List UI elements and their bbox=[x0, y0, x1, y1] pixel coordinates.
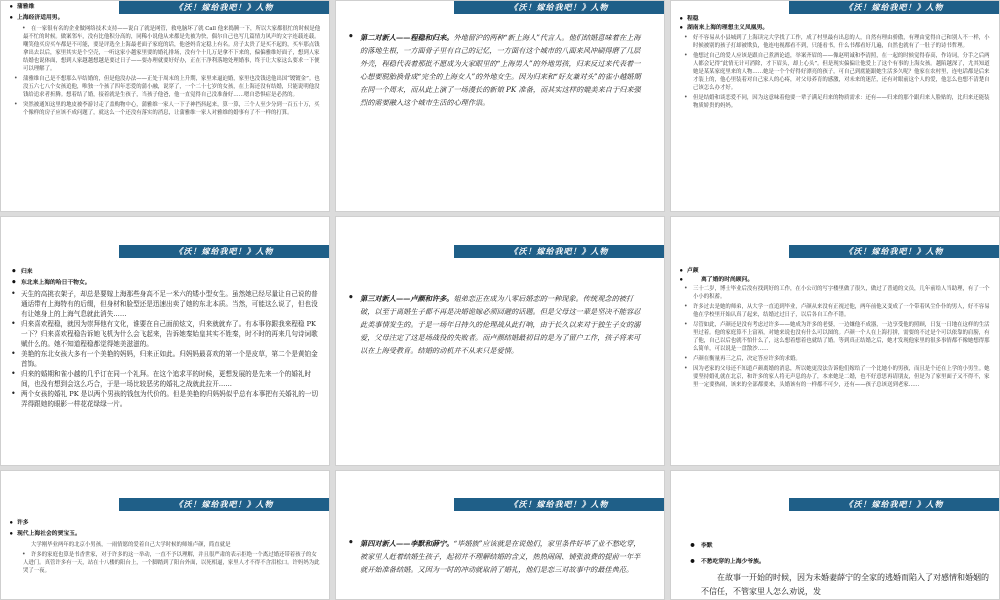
slide-card[interactable] bbox=[0, 470, 330, 600]
couple-heading: 第三对新人——卢颜和许多。 bbox=[360, 294, 454, 303]
slide-banner: 《沃！嫁给我吧！》人物 bbox=[789, 1, 999, 14]
couple-heading: 第四对新人——李默和薛宁。 bbox=[360, 539, 454, 548]
slide-card[interactable] bbox=[335, 0, 665, 212]
paragraph: • 他想过自己的爱人应该是跟自己煮酒论道，举案齐眉的——像赵明诚和李清照，在一起的时候觉得春高，作诗词，分手之后两人都会记得“此情无计可消除，才下眉头，却上心头”。但是现实偏偏让他爱上了这个有事的上海女孩。越陷越深了，尤其知道她是某某家庭里来的人物……她是一个个好得好漂亮的孩子，可自己到底能跟她生活多久呢？他家在农村里，连电话都是后来才装上的，他心里装着对自己家人的心疼，对父母养育的感激，对未来的迷茫，还有对眼前这个人的爱，他怎么也想不清楚自己该怎么办才好。 bbox=[677, 52, 991, 92]
couple-text: 姐弟恋正在成为八零后婚恋的一种现象。传统观念的被打破，以至于离婚生子都不再是决婚诡嫁必须回避的话题。但是父母这一辈是坚决不能容忍此类事情发生的。于是一场年日持久的伦理战从此打响，由于长久以来对于独生子女的溺爱，父母注定了这是场战役的失败者。而卢颜结婚最初目的是为了留户工作，孩子将来可以在上海受教育。结婚的动机并不从来只是爱情。 bbox=[360, 294, 641, 355]
slide-content bbox=[1, 519, 329, 599]
slide-content bbox=[1, 267, 329, 465]
couple-text: “毕婚族”应该就是在说他们，家里条件好毕了业不愁吃穿，被家里人赶着结婚生孩子，起初并不理解结婚的含义，热热闹闹、铺张浪费的提前一年半就开始准备结婚。又因为一时的冲动就取消了婚礼，他们是恋三对故事中的最佳典范。 bbox=[360, 539, 641, 574]
slide-banner: 《沃！嫁给我吧！》人物 bbox=[119, 1, 329, 14]
slide-banner: 《沃！嫁给我吧！》人物 bbox=[454, 245, 664, 258]
slide-content bbox=[671, 267, 999, 465]
paragraph: 在故事一开始的时候，因为未婚妻薛宁的全家的逃婚而陷入了对感情和婚姻的不信任，不管家里人怎么劝说，发 bbox=[701, 573, 989, 596]
slide-banner: 《沃！嫁给我吧！》人物 bbox=[789, 498, 999, 511]
slide-banner: 《沃！嫁给我吧！》人物 bbox=[119, 245, 329, 258]
paragraph: • 许多的家庭也算是书香世家，对于许多的这一举动，一直不予以理解，并且很严肃的表示拒绝一个离过婚还带着孩子的女人进门。真管许多有一天，站在十八楼的阳台上，一个脚踏到了阳台外面，以死相逼，家里人才不得不含泪松口。许妈妈为此哭了一夜。 bbox=[7, 551, 321, 575]
slide-banner: 《沃！嫁给我吧！》人物 bbox=[454, 1, 664, 14]
paragraph: • 天生的高挑衣架子，却总是要嫁上海那些身高不足一米六的矮小型女生。虽然她已经尽量让自己说的普通话带有上海特有的后缀，但身材和脸型还是迅速出卖了她的东北本质。当然，可能这么说了，但也没有让她身上的上海气息就此消失…… bbox=[7, 289, 321, 319]
slide-card[interactable] bbox=[670, 216, 1000, 466]
couple-heading: 第二对新人——程稳和归来。 bbox=[360, 33, 454, 42]
character-subtitle: • 东北来上海的哈日干物女。 bbox=[7, 278, 321, 288]
paragraph: • 但是结婚和谈恋爱不同，因为这意味着他要一辈子满足归来的物质需求：还有——归来的那个跟归来人脸贴的，比归来还能装物质娇贵的妈妈。 bbox=[677, 94, 991, 110]
character-subtitle: • 离了婚的时尚顾问。 bbox=[677, 276, 991, 284]
paragraph: • 卢颜在衡量再三之后，决定答应许多的求婚。 bbox=[677, 355, 991, 363]
character-subtitle: • 湖南来上海的理想主义凤凰男。 bbox=[677, 24, 991, 32]
paragraph: • 在一家很有名的企业做网络技术支持——说白了就是网管，救电脑坏了就 Call 他来捣腾一下，所以大家都很忙的时候是他最不忙的时候。做案邻车，没有比他积分高的，同稀小说他从来都是先被为快，偶尔自己也写几篇情力风声的文字连载连载。嘲笑他买房买车都是不可能，要是评选全上海最老面子家庭的话，他爸妈肯定稳上有名。房子太贵了是买不起的，买车那点钱拿出去以后，家里其实是个空壳，一听这家小越家里要的婚礼排场，没有个十几万是拿不下来的，偏偏雅维好面子，想到人家结婚也说体面，想到人家越越想越是要过日子——要办理就要好好办，正在干净利落地处理婚事，终于让大家这么要求一下便可以理解了。 bbox=[7, 25, 321, 73]
paragraph: • 因为老家的父母还不知道卢颜离婚的消息，所以她更没法告诉他们嫁给了一个比她小的男孩，而且是个还在上学的小男生。她要坚持婚礼就在北京，和许多的家人将无声息的办了，本来她是二婚，也不好意思再请朋友，但是为了家里面子又不得不，家里一定要热闹，该来的全部都要来，头婚该有的一样都不可少，还有——孩子总该送到老家…… bbox=[677, 365, 991, 389]
slide-banner: 《沃！嫁给我吧！》人物 bbox=[119, 498, 329, 511]
couple-text: 外地留沪的两种“新上海人”代言人。他们结婚意味着在上海的落地生根，一方面骨子里有自己的记忆，一方面有这个城市的八面来风冲刷得磨了几层外壳，程稳代表着那批不愿成为大家眼里的“上海男人”的外地男孩，归来反过来代表着一心想要脱胎换骨成“完全的上海女人”的外地女生。因为归来和“好友兼对头”的雀小越婚期在同一个周末，而从此上演了一场漫长的新娘 PK 准备，而其实这样的媲美来自于归来强烈的需要融入这个城市生活的心理作祟。 bbox=[360, 33, 641, 107]
character-name: • 归来 bbox=[7, 267, 321, 277]
slide-content bbox=[1, 3, 329, 211]
paragraph: • 美艳的东北女孩大多有一个美艳的妈妈，归来正如此。归妈妈最喜欢的第一个是皮草，第二个是黄铂金首饰。 bbox=[7, 349, 321, 369]
slide-card[interactable] bbox=[670, 470, 1000, 600]
paragraph: • 蒲雅维自己是不想那么早结婚的，但是他没办法——正处于周末的上升期，家里来逼迫婚，家里也没钱送他出国“镀镀金”。也没五六七八个女孩追他，唯独一个孩了四年恋爱的蒲小融，说穿了，一个二十七岁的女孩，在上海还没有结婚，只能说明他没钱给追求者折腾。想着结了婚，接着就是生孩子，当孩子他爸，他一直觉得自己没准备好……嗯自恐惧症是必然的。 bbox=[7, 75, 321, 99]
character-name: • 程稳 bbox=[677, 15, 991, 23]
character-name: • 许多 bbox=[7, 519, 321, 527]
paragraph: 大学刚毕业两年的北京小男孩，一雨情愿的爱着自己大学时候的师姐卢颜，简直就是 bbox=[31, 542, 231, 548]
couple-intro bbox=[360, 31, 644, 109]
slide-card[interactable] bbox=[335, 216, 665, 466]
couple-intro bbox=[360, 292, 644, 357]
character-subtitle: • 现代上海社会的贾宝玉。 bbox=[7, 530, 321, 538]
slide-card[interactable] bbox=[670, 0, 1000, 212]
slide-content bbox=[671, 539, 999, 599]
character-name: • 李默 bbox=[677, 539, 991, 553]
paragraph: • 好不容易从小县城到了上海读完大学找了工作，成了村里最有出息的人，自然有理由骄傲，有理由觉得自己和别人不一样，小时候被别的孩子打却被欺负，他连电视都看不到，只能看书，什么书都看好几遍，自然也就有了一肚子的诗书哲理。 bbox=[677, 34, 991, 50]
slide-content bbox=[671, 15, 999, 211]
character-name: • 蒲雅维 bbox=[7, 3, 321, 11]
paragraph: • 三十二岁，博士毕业后没有找到好的工作，在小公司的写字楼里做了很久，做过了普通的文员，几年前给人当助理，有了一个小小的积蓄。 bbox=[677, 285, 991, 301]
paragraph: • 两个女孩的婚礼 PK 是以两个男孩的钱包为代价的。但是美艳的归妈妈似乎总有本事把有关婚礼的一切弄得跟她的眼影一样花花绿绿一片。 bbox=[7, 389, 321, 409]
couple-intro bbox=[360, 537, 644, 576]
character-subtitle: • 上海经济适用男。 bbox=[7, 14, 321, 22]
paragraph: • 尽管如此，卢颜还是没有考虑过许多——她成为许多的老婆，一边嫌他不成器，一边享受他的照顾，日复一日地在这样的生活里过着。他的家庭算不上富裕，对她来说也没有什么可以图的。卢颜一个人在上海打拼，需要的不过是个可以依靠的肩膀，有了他，自己以后也就不怕什么了，这么想着想着也就结了婚。等到真正结婚之后，她才发现他家里的很多事情都不像她想得那么简单，可以说是一盘散沙…… bbox=[677, 321, 991, 353]
paragraph: • 许多过去是她的师弟，从大学一直追到毕业，卢颜从来没有正视过他，两年前他又变成了一个带着风尘仆仆的男人，好不容易他在学校里开始认真了起来，结婚过过日子，以后各自工作不错。 bbox=[677, 303, 991, 319]
character-name: • 卢颜 bbox=[677, 267, 991, 275]
slide-banner: 《沃！嫁给我吧！》人物 bbox=[454, 498, 664, 511]
slide-banner: 《沃！嫁给我吧！》人物 bbox=[789, 245, 999, 258]
paragraph: • 归来的婚期和雀小越的几乎订在同一个礼拜。在这个追求平的时候，更想发展的是先来一个的婚礼时间，也没有想到会这么巧合，于是一场比较恶劣的婚礼之战就此拉开…… bbox=[7, 369, 321, 389]
slide-card[interactable] bbox=[335, 470, 665, 600]
paragraph: • 突然被通知这里的地皮被李游讨走了盖购物中心，蒲雅维一家人一下子神挡抖起来，算一算，三个人至少分到一百五十万，买个像样的房子应该不成问题了，就这么一个还没有落实的消息，让蒲雅维一家人对雅维的婚事有了不一样的打算。 bbox=[7, 101, 321, 117]
slide-card[interactable] bbox=[0, 0, 330, 212]
slide-card[interactable] bbox=[0, 216, 330, 466]
paragraph: • 归来喜欢程稳，就因为崇拜他有文化，谁要在自己面前炫文，归来就就弃了。有本事你跟我来程稳 PK 一下？归来喜欢程稳告诉她飞机为什么会飞起来，告诉她秦始皇其实不姓秦，时不时的再来几句诗词歌赋什么的。她不知道程稳都觉得她美滋滋的。 bbox=[7, 319, 321, 349]
character-subtitle: • 不愁吃穿的上海少爷族。 bbox=[677, 555, 991, 569]
